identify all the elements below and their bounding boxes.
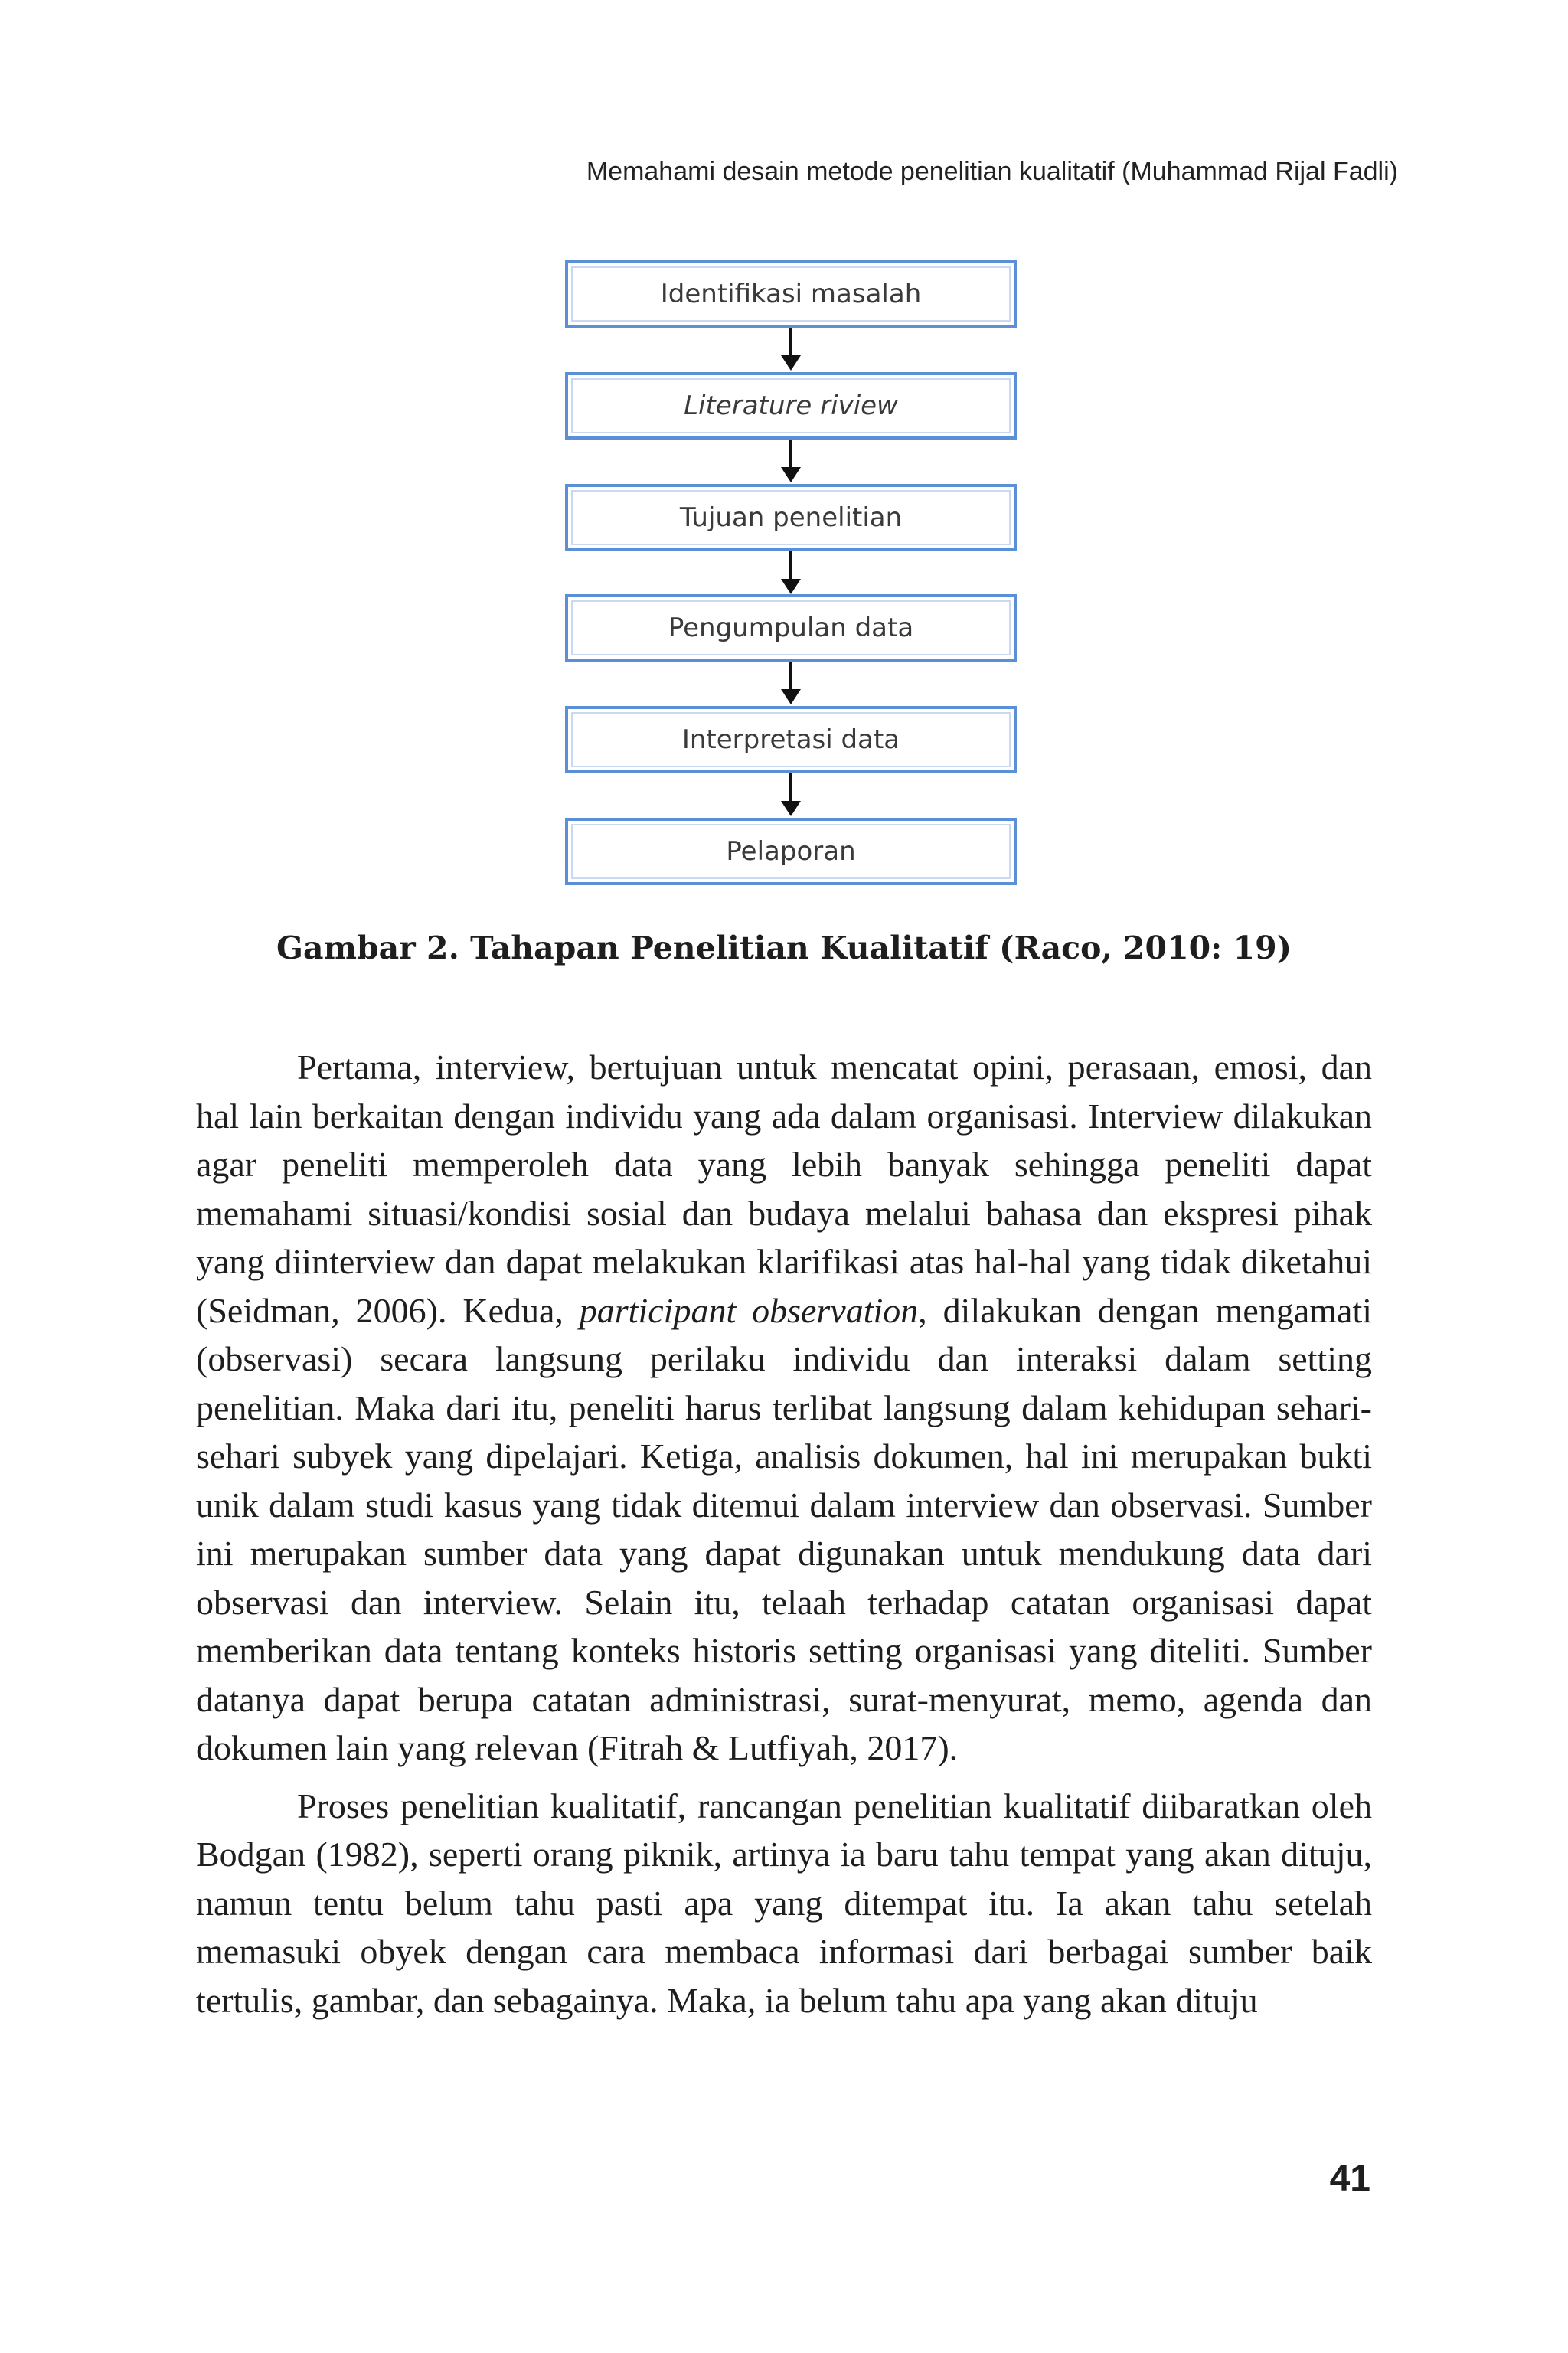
flow-step-literature-review: Literature riview xyxy=(565,372,1017,440)
body-text xyxy=(196,1043,1372,2034)
flow-step-pelaporan: Pelaporan xyxy=(565,818,1017,885)
flow-step-pengumpulan-data: Pengumpulan data xyxy=(565,594,1017,662)
paragraph-1-italic-term: participant observation xyxy=(579,1290,919,1330)
running-header: Memahami desain metode penelitian kualitatif (Muhammad Rijal Fadli) xyxy=(586,157,1398,186)
paragraph-1-part-b: , dilakukan dengan mengamati (observasi) secara langsung perilaku individu dan interaksi dalam setting penelitian. Maka dari itu, peneliti harus terlibat langsung dalam kehidupan sehari-sehari subyek yang dipelajari. Ketiga, analisis dokumen, hal ini merupakan bukti unik dalam studi kasus yang tidak ditemui dalam interview dan observasi. Sumber ini merupakan sumber data yang dapat digunakan untuk mendukung data dari observasi dan interview. Selain itu, telaah terhadap catatan organisasi dapat memberikan data tentang konteks historis setting organisasi yang diteliti. Sumber datanya dapat berupa catatan administrasi, surat-menyurat, memo, agenda dan dokumen lain yang relevan (Fitrah & Lutfiyah, 2017). xyxy=(196,1290,1373,1767)
flow-step-tujuan-penelitian: Tujuan penelitian xyxy=(565,484,1017,551)
flow-step-interpretasi-data: Interpretasi data xyxy=(565,706,1017,773)
paragraph-1-part-a: Pertama, interview, bertujuan untuk mencatat opini, perasaan, emosi, dan hal lain berkaitan dengan individu yang ada dalam organisasi. Interview dilakukan agar peneliti memperoleh data yang lebih banyak sehingga peneliti dapat memahami situasi/kondisi sosial dan budaya melalui bahasa dan ekspresi pihak yang diinterview dan dapat melakukan klarifikasi atas hal-hal yang tidak diketahui (Seidman, 2006). Kedua, xyxy=(196,1047,1372,1330)
page-number: 41 xyxy=(1329,2159,1370,2199)
flow-arrow xyxy=(789,551,792,591)
paragraph-2: Proses penelitian kualitatif, rancangan penelitian kualitatif diibaratkan oleh Bodgan (1982), seperti orang piknik, artinya ia baru tahu tempat yang akan dituju, namun tentu belum tahu pasti apa yang ditempat itu. Ia akan tahu setelah memasuki obyek dengan cara membaca informasi dari berbagai sumber baik tertulis, gambar, dan sebagainya. Maka, ia belum tahu apa yang akan dituju xyxy=(196,1786,1372,2020)
paragraph-1 xyxy=(196,1043,1372,1773)
flow-arrow xyxy=(789,773,792,813)
flow-arrow xyxy=(789,440,792,479)
figure-caption: Gambar 2. Tahapan Penelitian Kualitatif (Raco, 2010: 19) xyxy=(276,930,1292,966)
flowchart xyxy=(0,0,1568,888)
flow-arrow xyxy=(789,662,792,701)
flow-step-identifikasi-masalah: Identifikasi masalah xyxy=(565,260,1017,328)
flow-arrow xyxy=(789,328,792,368)
